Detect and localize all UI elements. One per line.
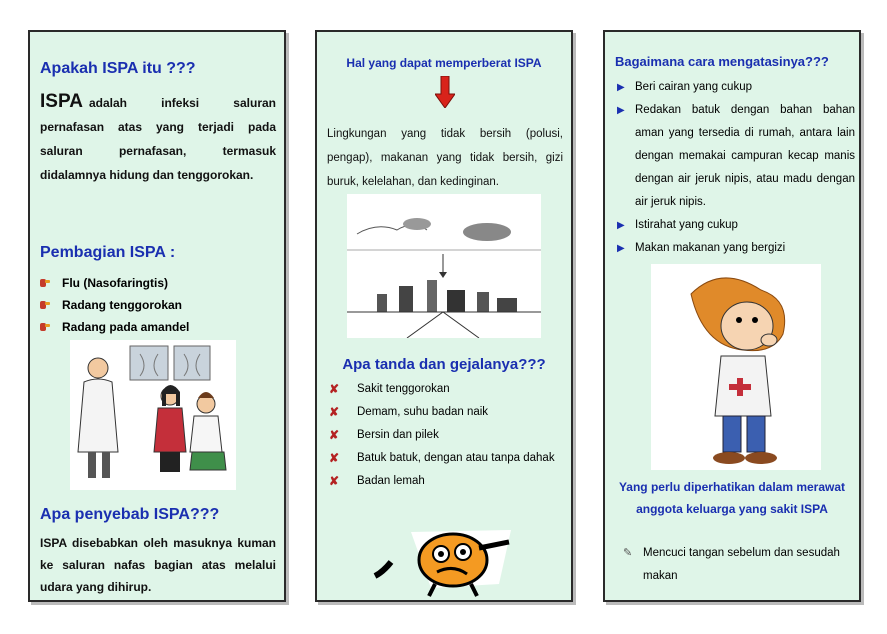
pointing-hand-icon xyxy=(40,322,50,332)
heading-aggravating-factors: Hal yang dapat memperberat ISPA xyxy=(346,56,542,70)
ispa-types-list xyxy=(40,272,189,338)
list-item: ✎ Mencuci tangan sebelum dan sesudah makan xyxy=(623,542,857,588)
sick-face-illustration xyxy=(371,522,537,598)
ispa-definition-text: adalah infeksi saluran pernafasan atas yang terjadi pada saluran pernafasan, termasuk didalamnya hidung dan tenggorokan. xyxy=(40,96,276,182)
ispa-cause-text: ISPA disebabkan oleh masuknya kuman ke saluran nafas bagian atas melalui udara yang dihirup. xyxy=(40,536,276,594)
list-item: ✘ Sakit tenggorokan xyxy=(329,378,565,401)
ispa-definition xyxy=(40,90,276,187)
care-list xyxy=(623,542,857,588)
list-item: ✘ Demam, suhu badan naik xyxy=(329,401,565,424)
pointing-hand-icon xyxy=(40,278,50,288)
pollution-city-illustration xyxy=(347,194,541,338)
x-mark-icon: ✘ xyxy=(329,382,340,396)
list-item: ▶ Istirahat yang cukup xyxy=(617,214,855,237)
panel-aggravating-factors xyxy=(315,30,573,602)
list-item: Radang pada amandel xyxy=(40,316,189,338)
panel-how-to-treat xyxy=(603,30,861,602)
heading-ispa-cause: Apa penyebab ISPA??? xyxy=(40,506,220,523)
triangle-bullet-icon: ▶ xyxy=(617,243,625,254)
triangle-bullet-icon: ▶ xyxy=(617,105,625,116)
pencil-icon: ✎ xyxy=(623,547,633,559)
x-mark-icon: ✘ xyxy=(329,405,340,419)
heading-how-to-treat: Bagaimana cara mengatasinya??? xyxy=(615,54,829,69)
down-arrow-icon xyxy=(435,76,455,108)
panel-what-is-ispa xyxy=(28,30,286,602)
list-item: ▶ Beri cairan yang cukup xyxy=(617,76,855,99)
doctor-consultation-illustration xyxy=(70,340,236,490)
list-item: ✘ Batuk batuk, dengan atau tanpa dahak xyxy=(329,447,565,470)
pointing-hand-icon xyxy=(40,300,50,310)
treatment-list xyxy=(617,76,855,260)
list-item: ▶ Redakan batuk dengan bahan bahan aman yang tersedia di rumah, antara lain dengan memakai campuran kecap manis dengan air jeruk nipis, atau madu dengan air jeruk nipis. xyxy=(617,99,855,214)
sick-child-illustration xyxy=(651,264,821,470)
ispa-word: ISPA xyxy=(40,91,83,112)
symptoms-list xyxy=(329,378,565,493)
triangle-bullet-icon: ▶ xyxy=(617,220,625,231)
list-item: ✘ Badan lemah xyxy=(329,470,565,493)
heading-ispa-types: Pembagian ISPA : xyxy=(40,244,176,261)
triangle-bullet-icon: ▶ xyxy=(617,82,625,93)
aggravating-factors-text: Lingkungan yang tidak bersih (polusi, pengap), makanan yang tidak bersih, gizi buruk, kelelahan, dan kedinginan. xyxy=(327,128,563,188)
x-mark-icon: ✘ xyxy=(329,451,340,465)
heading-symptoms: Apa tanda dan gejalanya??? xyxy=(342,356,546,373)
x-mark-icon: ✘ xyxy=(329,428,340,442)
x-mark-icon: ✘ xyxy=(329,474,340,488)
heading-what-is-ispa: Apakah ISPA itu ??? xyxy=(40,60,196,77)
heading-family-care: Yang perlu diperhatikan dalam merawat anggota keluarga yang sakit ISPA xyxy=(618,480,846,516)
list-item: Flu (Nasofaringtis) xyxy=(40,272,189,294)
list-item: ✘ Bersin dan pilek xyxy=(329,424,565,447)
list-item: Radang tenggorokan xyxy=(40,294,189,316)
list-item: ▶ Makan makanan yang bergizi xyxy=(617,237,855,260)
